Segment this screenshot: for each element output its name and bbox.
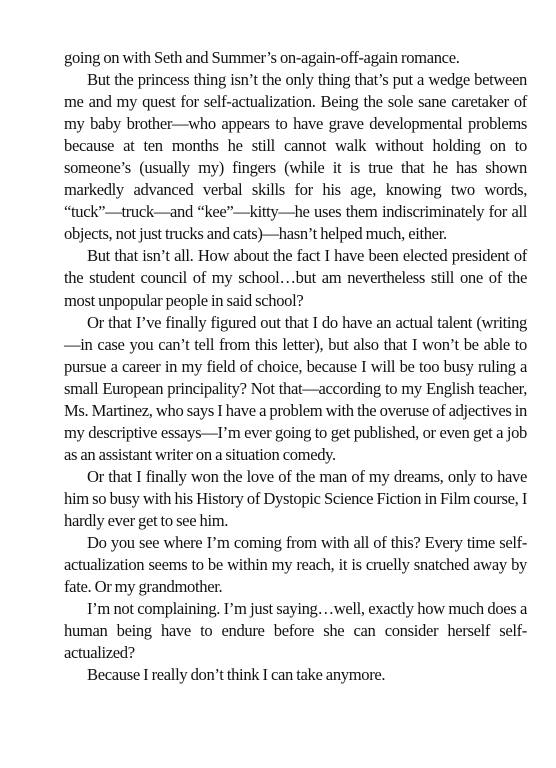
paragraph: Or that I finally won the love of the man of my dreams, only to have him so busy with his History of Dystopic Science Fiction in Film course, I hardly ever get to see him. [64, 466, 527, 530]
paragraph: But the princess thing isn’t the only thing that’s put a wedge between me and my quest for self-actualization. Being the sole sane caretaker of my baby brother—who appears to have grave developmental problems because at ten months he still cannot walk without holding on to someone’s (usually my) fingers (while it is true that he has shown markedly advanced verbal skills for his age, knowing two words, “tuck”—truck—and “kee”—kitty—he uses them indiscriminately for all objects, not just trucks and cats)—hasn’t helped much, either. [64, 70, 527, 244]
paragraph-continued: going on with Seth and Summer’s on-again-off-again romance. [64, 48, 460, 67]
paragraph: Because I really don’t think I can take anymore. [87, 665, 386, 685]
paragraph: Or that I’ve finally figured out that I do have an actual talent (writing—in case you can’t tell from this letter), but also that I won’t be able to pursue a career in my field of choice, because I will be too busy ruling a small European principality? Not that—according to my English teacher, Ms. Martinez, who says I have a problem with the overuse of adjectives in my descriptive essays—I’m ever going to get published, or even get a job as an assistant writer on a situation comedy. [64, 312, 527, 464]
page-body [64, 47, 527, 686]
paragraph: But that isn’t all. How about the fact I have been elected president of the student council of my school…but am nevertheless still one of the most unpopular people in said school? [64, 246, 527, 310]
paragraph: I’m not complaining. I’m just saying…well, exactly how much does a human being have to endure before she can consider herself self-actualized? [64, 599, 527, 663]
paragraph: Do you see where I’m coming from with all of this? Every time self-actualization seems to be within my reach, it is cruelly snatched away by fate. Or my grandmother. [64, 533, 527, 597]
